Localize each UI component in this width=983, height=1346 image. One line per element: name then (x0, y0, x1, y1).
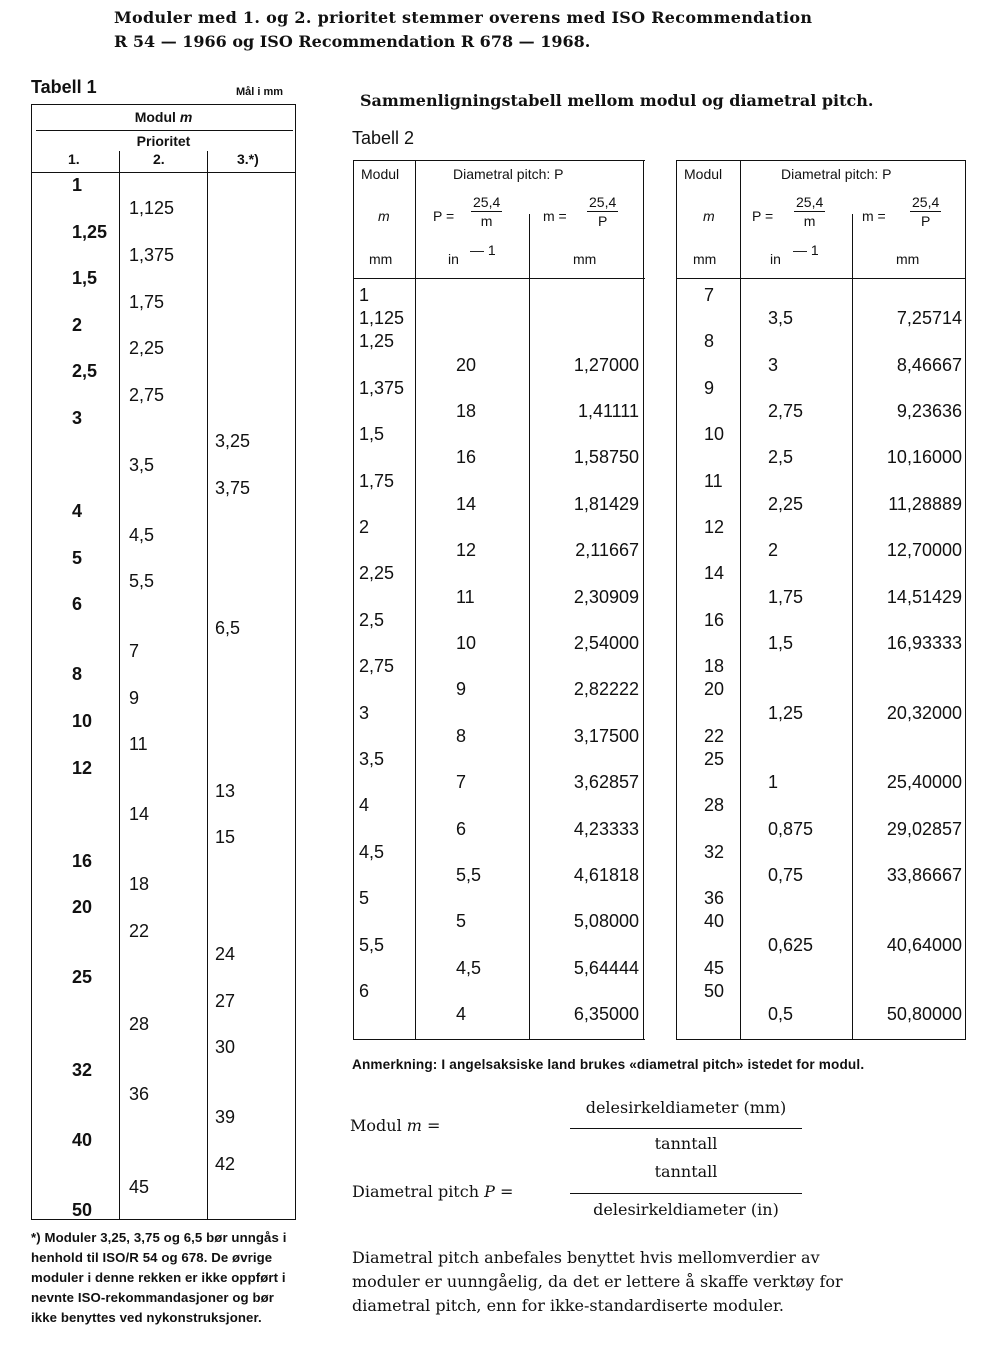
table1-cell: 27 (215, 990, 236, 1011)
table1-col-3-header: 3.*) (237, 151, 259, 167)
table2-right-pitch-cell: 1 (768, 772, 779, 793)
formula1-lhs: Modul m = (350, 1116, 441, 1135)
table2-left-h-m: m (378, 208, 390, 224)
table1-col-divider-1 (119, 151, 120, 1219)
table2-right-divider-1 (740, 160, 741, 1040)
table1-cell: 1,75 (129, 291, 165, 312)
table1-cell: 5 (72, 547, 83, 568)
table2-left-mm-cell: 3,17500 (573, 725, 639, 746)
table2-right-modul-cell: 28 (704, 795, 725, 816)
table2-right-divider-2 (852, 214, 853, 1040)
table2-left-modul-cell: 6 (359, 981, 370, 1001)
table2-right-mm-cell: 20,32000 (886, 702, 962, 723)
table2-right-modul-cell: 12 (704, 517, 725, 537)
table2-left-modul-cell: 1,125 (359, 308, 405, 329)
table2-left-pitch-cell: 14 (456, 493, 477, 514)
table2-right-modul-cell: 32 (704, 841, 725, 862)
table2-right-h-P-eq: P = (752, 208, 774, 224)
table2-right-mm-cell: 33,86667 (886, 865, 962, 885)
comparison-title: Sammenligningstabell mellom modul og diametral pitch. (360, 91, 874, 110)
table2-right-modul-cell: 10 (704, 424, 725, 445)
table2-right-h-mm: mm (693, 251, 717, 267)
table1-cell: 11 (129, 734, 148, 755)
table1-cell: 4,5 (129, 524, 155, 545)
table1-cell: 45 (129, 1176, 150, 1197)
table1-cell: 3 (72, 408, 83, 428)
table2-left-modul-cell: 4 (359, 795, 370, 816)
table1-cell: 28 (129, 1013, 150, 1034)
table2-left-mm-cell: 2,30909 (573, 586, 639, 607)
table2-left-modul-cell: 1 (359, 285, 370, 305)
table2-right-mm-cell: 25,40000 (886, 772, 962, 793)
table2-left-divider-2 (529, 214, 530, 1040)
table2-left-h-modul: Modul (361, 166, 400, 182)
table1-cell: 40 (72, 1130, 93, 1151)
table2-right-block (676, 160, 966, 1040)
table2-label: Tabell 2 (352, 128, 415, 148)
table1-cell: 1 (72, 175, 83, 195)
table2-right-mm-cell: 11,28889 (888, 493, 962, 514)
table2-right-frac-m (910, 194, 941, 229)
table2-right-modul-cell: 7 (704, 285, 715, 305)
table2-right-h-mm2: mm (896, 251, 920, 267)
table1-unit: Mål i mm (236, 86, 284, 98)
table2-left-modul-cell: 2,75 (359, 656, 395, 677)
table2-left-modul-cell: 1,75 (359, 470, 395, 491)
table1-cell: 30 (215, 1037, 236, 1058)
table2-right-border-l (676, 160, 677, 1040)
table1-cell: 2 (72, 314, 83, 335)
table2-right-pitch-cell: 3,5 (768, 308, 794, 329)
table1-cell: 3,75 (215, 477, 251, 498)
table2-left-pitch-cell: 9 (456, 679, 467, 700)
table1-cell: 39 (215, 1107, 236, 1127)
table1-cell: 6,5 (215, 617, 241, 638)
frac-den: P (597, 213, 608, 229)
table2-right-modul-cell: 16 (704, 609, 725, 630)
table2-left-pitch-cell: 5,5 (456, 865, 482, 885)
table2-left-modul-cell: 2 (359, 517, 370, 537)
formula1-bar (570, 1128, 802, 1129)
table2-left-modul-cell: 2,5 (359, 609, 385, 630)
closing-paragraph: Diametral pitch anbefales benyttet hvis mellomverdier av moduler er uunngåelig, da det er lettere å skaffe verktøy for diametral pitch, enn for ikke-standardiserte moduler. (352, 1248, 843, 1315)
table2-left-h-P-eq: P = (433, 208, 455, 224)
table2-right-pitch-cell: 2,25 (768, 493, 804, 514)
table1-cell: 3,25 (215, 431, 251, 452)
table2-right-mm-cell: 16,93333 (886, 633, 962, 653)
table2-left-mm-cell: 3,62857 (573, 772, 639, 793)
table2-right-modul-cell: 36 (704, 888, 725, 909)
table2-right-mm-cell: 9,23636 (896, 401, 962, 421)
table2-right-modul-cell: 45 (704, 957, 725, 978)
table1-cell: 9 (129, 687, 140, 708)
table1-cell: 8 (72, 664, 83, 685)
table2-left-modul-cell: 2,25 (359, 563, 395, 584)
table2-left-pitch-cell: 10 (456, 633, 477, 653)
table2-left-block (353, 160, 645, 1040)
frac-num: 25,4 (912, 194, 940, 210)
table2-right-modul-cell: 14 (704, 563, 725, 584)
table2-left-top-rule (353, 160, 645, 161)
table1-cell: 13 (215, 780, 236, 801)
table2-right-mm-cell: 10,16000 (886, 447, 962, 468)
table2-left-h-exp: — 1 (470, 242, 496, 258)
table2-right-modul-cell: 18 (704, 656, 725, 677)
table2-left-modul-cell: 3 (359, 702, 370, 723)
table2-left-pitch-cell: 20 (456, 354, 477, 375)
table2-right-mm-cell: 12,70000 (886, 540, 962, 561)
table1-subheader: Prioritet (136, 133, 191, 149)
table1-cell: 10 (72, 710, 93, 731)
table2-left-h-dp: Diametral pitch: P (453, 166, 564, 182)
table2-left-header-rule (353, 278, 645, 279)
formula2-lhs: Diametral pitch P = (352, 1182, 514, 1201)
frac-num: 25,4 (796, 194, 824, 210)
table2-left-h-mm: mm (369, 251, 393, 267)
table2-right-modul-cell: 40 (704, 911, 725, 932)
table2-right-pitch-cell: 0,875 (768, 818, 814, 839)
table2-right-h-m: m (703, 208, 715, 224)
table1-cell: 36 (129, 1083, 150, 1104)
table1-cell: 7 (129, 641, 140, 661)
table2-right-modul-cell: 9 (704, 377, 715, 398)
table2-left-frac-P (471, 194, 502, 229)
table2-left-h-mm2: mm (573, 251, 597, 267)
table2-left-mm-cell: 4,23333 (573, 818, 639, 839)
table2-left-mm-cell: 2,11667 (575, 540, 639, 561)
table2-right-header-rule (676, 278, 966, 279)
table2-left-mm-cell: 2,82222 (573, 679, 639, 700)
table2-left-pitch-cell: 18 (456, 401, 477, 421)
formula2-denominator: delesirkeldiameter (in) (593, 1200, 779, 1219)
table2-right-mm-cell: 40,64000 (886, 934, 962, 955)
header-line-1: Moduler med 1. og 2. prioritet stemmer overens med ISO Recommendation (114, 8, 813, 27)
frac-den: m (803, 213, 816, 229)
table2-right-pitch-cell: 0,75 (768, 865, 804, 885)
table2-left-mm-cell: 4,61818 (573, 865, 639, 885)
table1-cell: 2,75 (129, 384, 165, 405)
table2-right-h-m-eq: m = (862, 208, 886, 224)
formula1-denominator: tanntall (654, 1134, 718, 1153)
table2-left-mm-cell: 5,08000 (573, 911, 639, 932)
table2-right-pitch-cell: 3 (768, 354, 779, 375)
table2-right-modul-cell: 25 (704, 749, 725, 769)
table2-left-modul-cell: 1,375 (359, 377, 405, 398)
table2-left-mm-cell: 1,41111 (577, 401, 639, 421)
table1-cell: 18 (129, 874, 150, 894)
table1-label: Tabell 1 (31, 77, 97, 97)
formula2-bar (570, 1193, 802, 1194)
table2-left-pitch-cell: 11 (456, 586, 475, 607)
table1-cell: 16 (72, 850, 93, 871)
table2-right-h-in: in (770, 251, 781, 267)
table2-left-frac-m (587, 194, 618, 229)
table2-left-bottom-rule (353, 1039, 645, 1040)
table2-left-modul-cell: 5 (359, 888, 370, 909)
table2-left-mm-cell: 1,81429 (573, 493, 639, 514)
table2-right-modul-cell: 20 (704, 679, 725, 700)
table2-left-border-r (643, 160, 644, 1040)
table2-right-border-r (965, 160, 966, 1040)
table1-cell: 2,25 (129, 338, 165, 359)
table2-right-pitch-cell: 0,625 (768, 934, 814, 955)
table1-cell: 42 (215, 1153, 236, 1174)
table2-right-h-modul: Modul (684, 166, 723, 182)
table2-right-h-exp: — 1 (793, 242, 819, 258)
table1-cell: 1,5 (72, 268, 98, 289)
table2-left-mm-cell: 2,54000 (573, 633, 639, 653)
table2-left-modul-cell: 1,5 (359, 424, 385, 445)
table2-right-pitch-cell: 1,25 (768, 702, 804, 723)
table2-left-divider-1 (415, 160, 416, 1040)
table2-right-h-dp: Diametral pitch: P (781, 166, 892, 182)
table2-right-mm-cell: 50,80000 (886, 1004, 962, 1025)
table1-cell: 50 (72, 1200, 93, 1221)
table1-cell: 32 (72, 1060, 93, 1081)
table1-cell: 20 (72, 897, 93, 918)
table1-group-header: Modul m (134, 109, 193, 125)
table2-left-modul-cell: 3,5 (359, 749, 385, 769)
table2-right-mm-cell: 8,46667 (896, 354, 962, 375)
table2-left-h-in: in (448, 251, 459, 267)
table2-right-pitch-cell: 2,5 (768, 447, 794, 468)
formula2-numerator: tanntall (654, 1162, 718, 1181)
table2-left-mm-cell: 6,35000 (573, 1004, 639, 1025)
table2-left-pitch-cell: 8 (456, 725, 467, 746)
table2-left-pitch-cell: 4,5 (456, 957, 482, 978)
table2-right-mm-cell: 14,51429 (886, 586, 962, 607)
table1-cell: 14 (129, 804, 150, 825)
table2-right-modul-cell: 8 (704, 331, 715, 352)
table2-left-mm-cell: 5,64444 (573, 957, 639, 978)
table2-left-h-m-eq: m = (543, 208, 567, 224)
frac-den: P (920, 213, 931, 229)
table2-left-pitch-cell: 16 (456, 447, 477, 468)
table2-right-top-rule (676, 160, 966, 161)
table1-col-divider-2 (207, 151, 208, 1219)
frac-den: m (480, 213, 493, 229)
table2-left-border-l (353, 160, 354, 1040)
table1-cell: 12 (72, 757, 93, 778)
formula1-numerator: delesirkeldiameter (mm) (585, 1098, 787, 1117)
table2-right-modul-cell: 50 (704, 981, 725, 1001)
table2-left-pitch-cell: 6 (456, 818, 467, 839)
table2-right-pitch-cell: 1,75 (768, 586, 804, 607)
table2-right-pitch-cell: 2 (768, 540, 779, 561)
table2-left-pitch-cell: 7 (456, 772, 467, 793)
table2-right-pitch-cell: 0,5 (768, 1004, 794, 1025)
table2-left-modul-cell: 1,25 (359, 331, 395, 352)
table2-right-mm-cell: 29,02857 (886, 818, 962, 839)
table2-left-pitch-cell: 4 (456, 1004, 467, 1025)
table1-cell: 6 (72, 594, 83, 615)
table1-cell: 15 (215, 827, 236, 848)
table1 (31, 104, 296, 1220)
frac-num: 25,4 (473, 194, 501, 210)
table1-cell: 24 (215, 943, 236, 964)
table1-col-2-header: 2. (153, 151, 165, 167)
table1-cell: 1,375 (129, 244, 175, 265)
table2-right-pitch-cell: 2,75 (768, 401, 804, 421)
note: Anmerkning: I angelsaksiske land brukes «diametral pitch» istedet for modul. (352, 1057, 865, 1072)
table2-left-modul-cell: 5,5 (359, 934, 385, 955)
table2-left-mm-cell: 1,27000 (573, 354, 639, 375)
table1-cell: 1,125 (129, 198, 175, 219)
table2-right-frac-P (794, 194, 825, 229)
table2-right-pitch-cell: 1,5 (768, 633, 794, 653)
table1-cell: 1,25 (72, 221, 108, 242)
table1-cell: 5,5 (129, 571, 155, 592)
table1-cell: 25 (72, 967, 93, 988)
header-line-2: R 54 — 1966 og ISO Recommendation R 678 — 1968. (114, 32, 591, 51)
table2-right-mm-cell: 7,25714 (896, 308, 962, 329)
table2-left-mm-cell: 1,58750 (573, 447, 639, 468)
table1-col-1-header: 1. (68, 151, 80, 167)
table1-cell: 22 (129, 920, 150, 941)
table2-left-modul-cell: 4,5 (359, 841, 385, 862)
table1-cell: 2,5 (72, 361, 98, 382)
table1-footnote: *) Moduler 3,25, 3,75 og 6,5 bør unngås i henhold til ISO/R 54 og 678. De øvrige moduler i denne rekken er ikke oppført i nevnte ISO-rekommandasjoner og bør ikke benyttes ved nykonstruksjoner. (31, 1230, 287, 1325)
table2-left-pitch-cell: 5 (456, 911, 467, 932)
table2-right-modul-cell: 11 (704, 470, 723, 491)
table1-rule (36, 130, 293, 131)
table2-left-pitch-cell: 12 (456, 540, 477, 561)
table2-right-modul-cell: 22 (704, 725, 725, 746)
table1-header-rule (32, 172, 295, 173)
table1-cell: 4 (72, 501, 83, 522)
frac-num: 25,4 (589, 194, 617, 210)
table2-right-bottom-rule (676, 1039, 966, 1040)
table1-cell: 3,5 (129, 454, 155, 475)
